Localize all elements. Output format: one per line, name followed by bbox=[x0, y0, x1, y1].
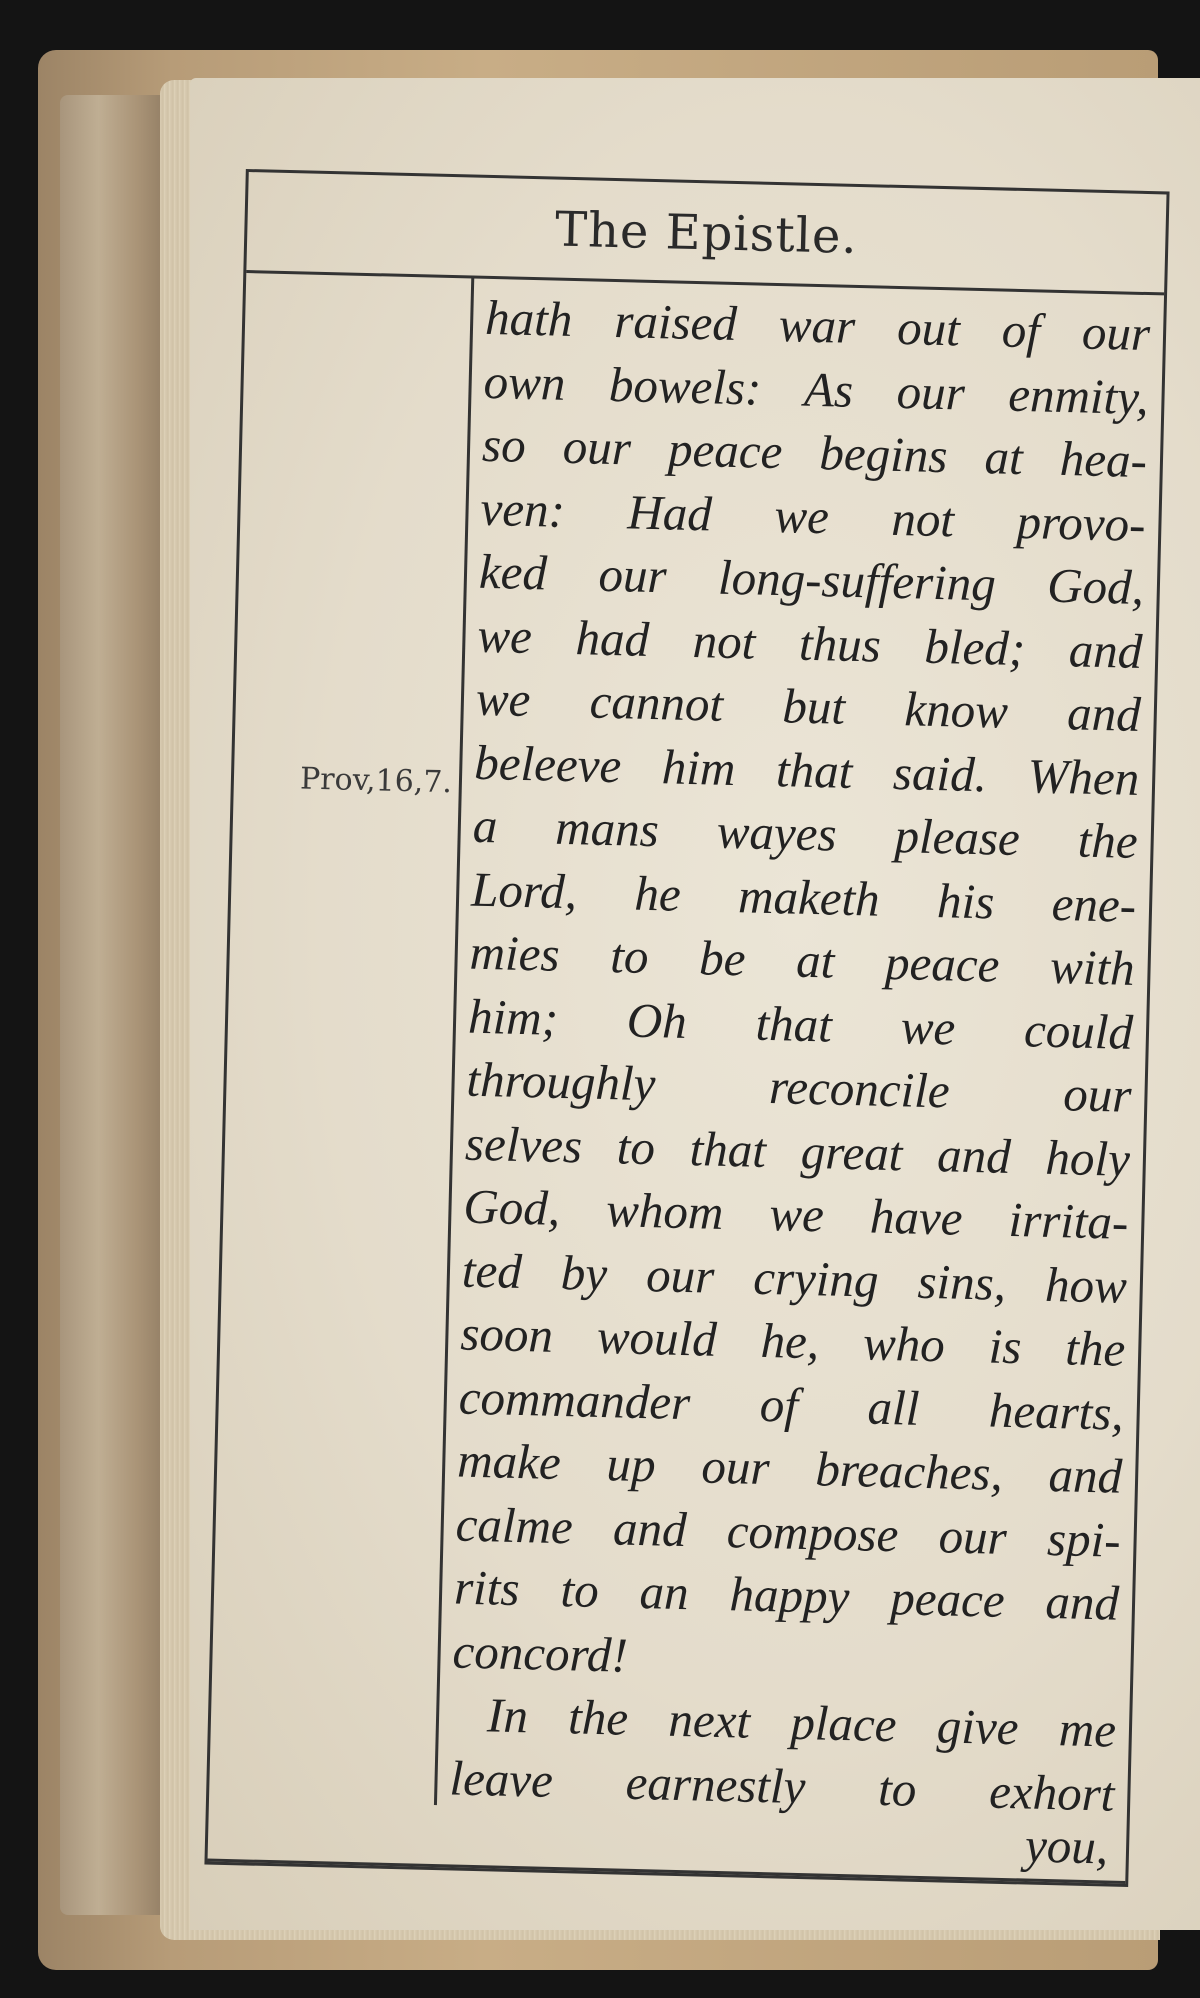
text-line: we had not thus bled; and bbox=[476, 607, 1144, 679]
margin-note: Prov,16,7. bbox=[299, 761, 453, 801]
text-line: ven: Had we not provo- bbox=[479, 480, 1147, 552]
text-line: mies to be at peace with bbox=[469, 924, 1136, 996]
text-line: concord! bbox=[452, 1622, 629, 1683]
text-line: selves to that great and holy bbox=[464, 1115, 1131, 1187]
text-line: soon would he, who is the bbox=[459, 1305, 1126, 1377]
text-line: make up our breaches, and bbox=[456, 1432, 1123, 1504]
text-line: a mans wayes please the bbox=[472, 797, 1139, 869]
text-line: so our peace begins at hea- bbox=[481, 416, 1148, 489]
text-frame bbox=[204, 169, 1169, 1887]
running-head: The Epistle. bbox=[554, 201, 859, 265]
text-line: In the next place give me bbox=[486, 1687, 1117, 1758]
text-line: Lord, he maketh his ene- bbox=[470, 861, 1137, 933]
catchword: you, bbox=[1024, 1817, 1109, 1875]
text-line: commander of all hearts, bbox=[458, 1369, 1125, 1441]
book-spine bbox=[60, 95, 170, 1915]
text-line: ted by our crying sins, how bbox=[461, 1242, 1128, 1314]
text-line: hath raised war out of our bbox=[484, 289, 1151, 362]
text-line: throughly reconcile our bbox=[466, 1051, 1133, 1123]
text-line: beleeve him that said. When bbox=[473, 734, 1140, 806]
text-line: him; Oh that we could bbox=[467, 988, 1134, 1060]
text-line: ked our long-suffering God, bbox=[478, 543, 1145, 616]
text-line: we cannot but know and bbox=[475, 670, 1142, 742]
text-line: leave earnestly to exhort bbox=[448, 1749, 1116, 1822]
text-line: rits to an happy peace and bbox=[453, 1559, 1120, 1631]
body-text bbox=[449, 286, 1151, 1826]
text-line: calme and compose our spi- bbox=[455, 1496, 1122, 1568]
text-line: own bowels: As our enmity, bbox=[483, 353, 1150, 425]
text-line: God, whom we have irrita- bbox=[462, 1178, 1130, 1250]
